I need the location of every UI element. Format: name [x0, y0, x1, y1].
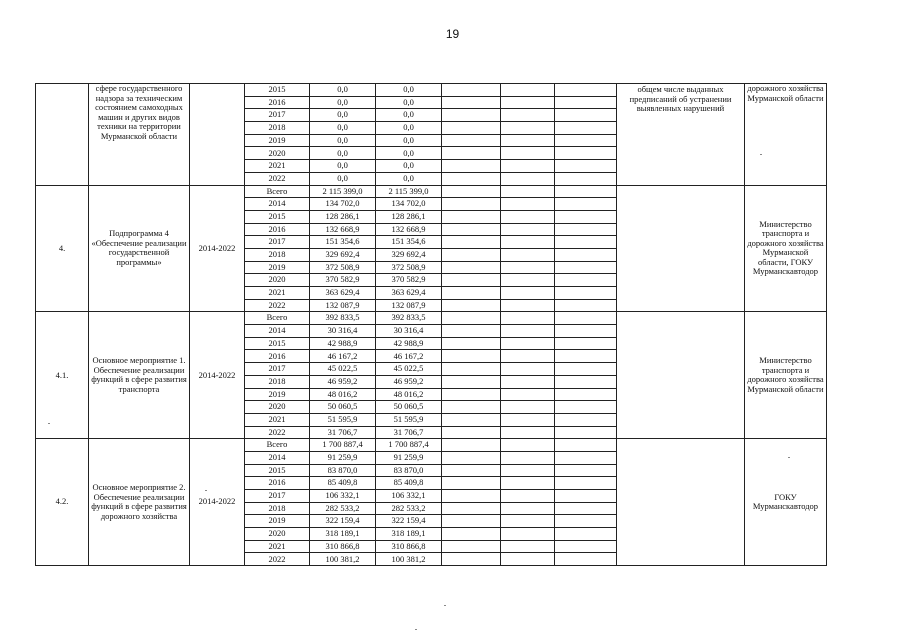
federal-budget-cell: [442, 375, 501, 388]
other-sources-cell: [555, 223, 617, 236]
local-budget-cell: [501, 223, 555, 236]
federal-budget-cell: [442, 198, 501, 211]
result-indicator-cell: [617, 84, 745, 186]
total-value-cell: 85 409,8: [310, 477, 376, 490]
federal-budget-cell: [442, 413, 501, 426]
total-value-cell: 42 988,9: [310, 337, 376, 350]
year-cell: 2015: [245, 210, 310, 223]
federal-budget-cell: [442, 388, 501, 401]
year-cell: 2018: [245, 248, 310, 261]
regional-budget-cell: 0,0: [376, 147, 442, 160]
other-sources-cell: [555, 198, 617, 211]
other-sources-cell: [555, 350, 617, 363]
year-cell: 2021: [245, 413, 310, 426]
year-cell: Всего: [245, 312, 310, 325]
other-sources-cell: [555, 287, 617, 300]
executor-cell: дорожного хозяйства Мурманской области: [745, 84, 827, 186]
federal-budget-cell: [442, 147, 501, 160]
federal-budget-cell: [442, 325, 501, 338]
federal-budget-cell: [442, 363, 501, 376]
other-sources-cell: [555, 540, 617, 553]
year-cell: 2022: [245, 172, 310, 185]
local-budget-cell: [501, 375, 555, 388]
regional-budget-cell: 392 833,5: [376, 312, 442, 325]
regional-budget-cell: 51 595,9: [376, 413, 442, 426]
total-value-cell: 45 022,5: [310, 363, 376, 376]
other-sources-cell: [555, 325, 617, 338]
year-cell: 2020: [245, 528, 310, 541]
local-budget-cell: [501, 287, 555, 300]
other-sources-cell: [555, 172, 617, 185]
item-number-cell: 4.1.: [36, 312, 89, 439]
total-value-cell: 100 381,2: [310, 553, 376, 566]
other-sources-cell: [555, 248, 617, 261]
regional-budget-cell: 2 115 399,0: [376, 185, 442, 198]
federal-budget-cell: [442, 96, 501, 109]
other-sources-cell: [555, 388, 617, 401]
regional-budget-cell: 310 866,8: [376, 540, 442, 553]
year-cell: 2015: [245, 464, 310, 477]
program-table: [35, 83, 827, 566]
local-budget-cell: [501, 413, 555, 426]
year-cell: 2020: [245, 274, 310, 287]
item-number-cell: 4.2.: [36, 439, 89, 566]
other-sources-cell: [555, 477, 617, 490]
total-value-cell: 106 332,1: [310, 490, 376, 503]
item-name-cell: сфере государственного надзора за техническим состоянием самоходных машин и других видов техники на территории Мурманской области: [89, 84, 190, 186]
local-budget-cell: [501, 122, 555, 135]
year-cell: 2018: [245, 502, 310, 515]
other-sources-cell: [555, 451, 617, 464]
year-cell: 2020: [245, 401, 310, 414]
local-budget-cell: [501, 477, 555, 490]
item-number-cell: 4.: [36, 185, 89, 312]
total-value-cell: 0,0: [310, 147, 376, 160]
federal-budget-cell: [442, 172, 501, 185]
total-value-cell: 392 833,5: [310, 312, 376, 325]
other-sources-cell: [555, 337, 617, 350]
federal-budget-cell: [442, 287, 501, 300]
local-budget-cell: [501, 451, 555, 464]
other-sources-cell: [555, 84, 617, 97]
total-value-cell: 310 866,8: [310, 540, 376, 553]
regional-budget-cell: 30 316,4: [376, 325, 442, 338]
local-budget-cell: [501, 312, 555, 325]
other-sources-cell: [555, 426, 617, 439]
year-cell: 2019: [245, 134, 310, 147]
federal-budget-cell: [442, 248, 501, 261]
federal-budget-cell: [442, 122, 501, 135]
item-name-cell: Основное мероприятие 2. Обеспечение реализации функций в сфере развития дорожного хозяйства: [89, 439, 190, 566]
year-cell: 2020: [245, 147, 310, 160]
regional-budget-cell: 0,0: [376, 172, 442, 185]
regional-budget-cell: 31 706,7: [376, 426, 442, 439]
other-sources-cell: [555, 122, 617, 135]
other-sources-cell: [555, 375, 617, 388]
scan-speck: [205, 490, 207, 491]
year-cell: 2014: [245, 451, 310, 464]
year-cell: 2017: [245, 236, 310, 249]
federal-budget-cell: [442, 134, 501, 147]
year-cell: Всего: [245, 185, 310, 198]
year-cell: Всего: [245, 439, 310, 452]
federal-budget-cell: [442, 274, 501, 287]
local-budget-cell: [501, 388, 555, 401]
local-budget-cell: [501, 274, 555, 287]
federal-budget-cell: [442, 553, 501, 566]
federal-budget-cell: [442, 490, 501, 503]
regional-budget-cell: 0,0: [376, 160, 442, 173]
regional-budget-cell: 100 381,2: [376, 553, 442, 566]
total-value-cell: 372 508,9: [310, 261, 376, 274]
other-sources-cell: [555, 363, 617, 376]
other-sources-cell: [555, 147, 617, 160]
total-value-cell: 0,0: [310, 172, 376, 185]
year-cell: 2018: [245, 122, 310, 135]
year-cell: 2016: [245, 96, 310, 109]
local-budget-cell: [501, 109, 555, 122]
regional-budget-cell: 363 629,4: [376, 287, 442, 300]
total-value-cell: 0,0: [310, 84, 376, 97]
regional-budget-cell: 1 700 887,4: [376, 439, 442, 452]
year-cell: 2016: [245, 223, 310, 236]
table-row: [36, 312, 827, 325]
total-value-cell: 1 700 887,4: [310, 439, 376, 452]
other-sources-cell: [555, 413, 617, 426]
executor-cell: Министерство транспорта и дорожного хозяйства Мурманской области: [745, 312, 827, 439]
total-value-cell: 0,0: [310, 96, 376, 109]
total-value-cell: 0,0: [310, 109, 376, 122]
table-row: [36, 185, 827, 198]
local-budget-cell: [501, 185, 555, 198]
regional-budget-cell: 0,0: [376, 84, 442, 97]
total-value-cell: 0,0: [310, 160, 376, 173]
local-budget-cell: [501, 261, 555, 274]
total-value-cell: 370 582,9: [310, 274, 376, 287]
local-budget-cell: [501, 96, 555, 109]
local-budget-cell: [501, 426, 555, 439]
federal-budget-cell: [442, 515, 501, 528]
period-cell: [190, 84, 245, 186]
federal-budget-cell: [442, 439, 501, 452]
federal-budget-cell: [442, 540, 501, 553]
year-cell: 2019: [245, 515, 310, 528]
regional-budget-cell: 151 354,6: [376, 236, 442, 249]
regional-budget-cell: 0,0: [376, 122, 442, 135]
total-value-cell: 2 115 399,0: [310, 185, 376, 198]
year-cell: 2016: [245, 350, 310, 363]
regional-budget-cell: 134 702,0: [376, 198, 442, 211]
other-sources-cell: [555, 210, 617, 223]
total-value-cell: 30 316,4: [310, 325, 376, 338]
federal-budget-cell: [442, 426, 501, 439]
scan-speck: [760, 154, 762, 155]
year-cell: 2017: [245, 490, 310, 503]
federal-budget-cell: [442, 528, 501, 541]
total-value-cell: 48 016,2: [310, 388, 376, 401]
local-budget-cell: [501, 502, 555, 515]
regional-budget-cell: 132 087,9: [376, 299, 442, 312]
other-sources-cell: [555, 236, 617, 249]
regional-budget-cell: 318 189,1: [376, 528, 442, 541]
total-value-cell: 151 354,6: [310, 236, 376, 249]
year-cell: 2017: [245, 109, 310, 122]
year-cell: 2016: [245, 477, 310, 490]
total-value-cell: 363 629,4: [310, 287, 376, 300]
local-budget-cell: [501, 198, 555, 211]
period-cell: 2014-2022: [190, 312, 245, 439]
federal-budget-cell: [442, 299, 501, 312]
local-budget-cell: [501, 464, 555, 477]
table-row: [36, 84, 827, 97]
year-cell: 2022: [245, 426, 310, 439]
total-value-cell: 329 692,4: [310, 248, 376, 261]
total-value-cell: 46 167,2: [310, 350, 376, 363]
regional-budget-cell: 372 508,9: [376, 261, 442, 274]
year-cell: 2022: [245, 299, 310, 312]
other-sources-cell: [555, 134, 617, 147]
local-budget-cell: [501, 248, 555, 261]
local-budget-cell: [501, 515, 555, 528]
executor-cell: Министерство транспорта и дорожного хозяйства Мурманской области, ГОКУ Мурманскавтодор: [745, 185, 827, 312]
other-sources-cell: [555, 464, 617, 477]
other-sources-cell: [555, 490, 617, 503]
local-budget-cell: [501, 172, 555, 185]
result-indicator-cell: [617, 185, 745, 312]
local-budget-cell: [501, 337, 555, 350]
item-name-cell: Основное мероприятие 1. Обеспечение реализации функций в сфере развития транспорта: [89, 312, 190, 439]
executor-cell: ГОКУ Мурманскавтодор: [745, 439, 827, 566]
regional-budget-cell: 370 582,9: [376, 274, 442, 287]
total-value-cell: 322 159,4: [310, 515, 376, 528]
regional-budget-cell: 322 159,4: [376, 515, 442, 528]
other-sources-cell: [555, 553, 617, 566]
result-indicator-text: общем числе выданных предписаний об устранении выявленных нарушений: [629, 84, 732, 114]
local-budget-cell: [501, 540, 555, 553]
federal-budget-cell: [442, 337, 501, 350]
other-sources-cell: [555, 528, 617, 541]
year-cell: 2022: [245, 553, 310, 566]
regional-budget-cell: 91 259,9: [376, 451, 442, 464]
local-budget-cell: [501, 350, 555, 363]
other-sources-cell: [555, 96, 617, 109]
federal-budget-cell: [442, 502, 501, 515]
year-cell: 2019: [245, 261, 310, 274]
total-value-cell: 282 533,2: [310, 502, 376, 515]
regional-budget-cell: 132 668,9: [376, 223, 442, 236]
page-number: 19: [445, 27, 460, 41]
year-cell: 2015: [245, 84, 310, 97]
year-cell: 2014: [245, 198, 310, 211]
total-value-cell: 46 959,2: [310, 375, 376, 388]
federal-budget-cell: [442, 350, 501, 363]
federal-budget-cell: [442, 477, 501, 490]
local-budget-cell: [501, 528, 555, 541]
total-value-cell: 132 668,9: [310, 223, 376, 236]
local-budget-cell: [501, 299, 555, 312]
regional-budget-cell: 45 022,5: [376, 363, 442, 376]
regional-budget-cell: 106 332,1: [376, 490, 442, 503]
local-budget-cell: [501, 210, 555, 223]
other-sources-cell: [555, 160, 617, 173]
year-cell: 2018: [245, 375, 310, 388]
regional-budget-cell: 48 016,2: [376, 388, 442, 401]
local-budget-cell: [501, 134, 555, 147]
other-sources-cell: [555, 515, 617, 528]
regional-budget-cell: 0,0: [376, 134, 442, 147]
federal-budget-cell: [442, 160, 501, 173]
total-value-cell: 128 286,1: [310, 210, 376, 223]
total-value-cell: 31 706,7: [310, 426, 376, 439]
federal-budget-cell: [442, 451, 501, 464]
other-sources-cell: [555, 401, 617, 414]
scan-speck: [415, 629, 417, 630]
other-sources-cell: [555, 502, 617, 515]
item-number-cell: [36, 84, 89, 186]
year-cell: 2019: [245, 388, 310, 401]
total-value-cell: 83 870,0: [310, 464, 376, 477]
regional-budget-cell: 46 167,2: [376, 350, 442, 363]
other-sources-cell: [555, 109, 617, 122]
scan-speck: [788, 457, 790, 458]
federal-budget-cell: [442, 109, 501, 122]
federal-budget-cell: [442, 401, 501, 414]
result-indicator-cell: [617, 312, 745, 439]
total-value-cell: 132 087,9: [310, 299, 376, 312]
other-sources-cell: [555, 312, 617, 325]
federal-budget-cell: [442, 236, 501, 249]
year-cell: 2015: [245, 337, 310, 350]
scan-speck: [48, 423, 50, 424]
regional-budget-cell: 329 692,4: [376, 248, 442, 261]
total-value-cell: 318 189,1: [310, 528, 376, 541]
federal-budget-cell: [442, 185, 501, 198]
total-value-cell: 51 595,9: [310, 413, 376, 426]
year-cell: 2021: [245, 160, 310, 173]
other-sources-cell: [555, 261, 617, 274]
local-budget-cell: [501, 553, 555, 566]
item-name-cell: Подпрограмма 4 «Обеспечение реализации государственной программы»: [89, 185, 190, 312]
regional-budget-cell: 85 409,8: [376, 477, 442, 490]
regional-budget-cell: 50 060,5: [376, 401, 442, 414]
regional-budget-cell: 0,0: [376, 96, 442, 109]
total-value-cell: 50 060,5: [310, 401, 376, 414]
other-sources-cell: [555, 439, 617, 452]
local-budget-cell: [501, 363, 555, 376]
program-table-body: [36, 84, 827, 566]
total-value-cell: 0,0: [310, 122, 376, 135]
year-cell: 2017: [245, 363, 310, 376]
year-cell: 2021: [245, 287, 310, 300]
period-cell: 2014-2022: [190, 439, 245, 566]
year-cell: 2014: [245, 325, 310, 338]
federal-budget-cell: [442, 223, 501, 236]
local-budget-cell: [501, 160, 555, 173]
federal-budget-cell: [442, 312, 501, 325]
period-cell: 2014-2022: [190, 185, 245, 312]
local-budget-cell: [501, 439, 555, 452]
local-budget-cell: [501, 236, 555, 249]
regional-budget-cell: 83 870,0: [376, 464, 442, 477]
local-budget-cell: [501, 147, 555, 160]
regional-budget-cell: 282 533,2: [376, 502, 442, 515]
regional-budget-cell: 128 286,1: [376, 210, 442, 223]
table-row: [36, 439, 827, 452]
regional-budget-cell: 42 988,9: [376, 337, 442, 350]
other-sources-cell: [555, 274, 617, 287]
other-sources-cell: [555, 299, 617, 312]
local-budget-cell: [501, 401, 555, 414]
local-budget-cell: [501, 325, 555, 338]
regional-budget-cell: 46 959,2: [376, 375, 442, 388]
result-indicator-cell: [617, 439, 745, 566]
other-sources-cell: [555, 185, 617, 198]
total-value-cell: 91 259,9: [310, 451, 376, 464]
scan-speck: [444, 605, 446, 606]
year-cell: 2021: [245, 540, 310, 553]
federal-budget-cell: [442, 261, 501, 274]
federal-budget-cell: [442, 84, 501, 97]
total-value-cell: 0,0: [310, 134, 376, 147]
total-value-cell: 134 702,0: [310, 198, 376, 211]
local-budget-cell: [501, 490, 555, 503]
federal-budget-cell: [442, 464, 501, 477]
local-budget-cell: [501, 84, 555, 97]
regional-budget-cell: 0,0: [376, 109, 442, 122]
federal-budget-cell: [442, 210, 501, 223]
